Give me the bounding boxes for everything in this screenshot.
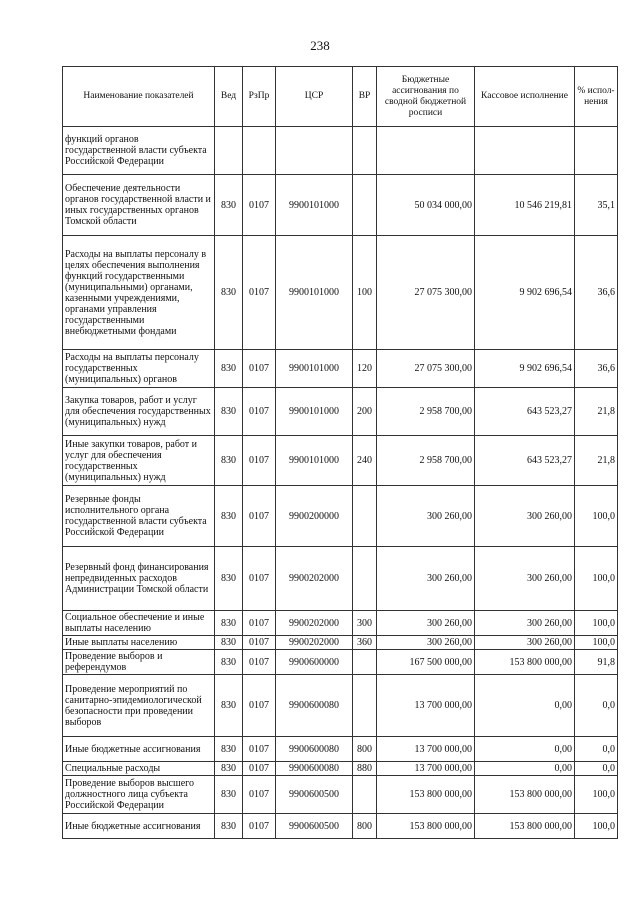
- cell-vr: 360: [353, 636, 377, 650]
- cell-vr: 800: [353, 737, 377, 762]
- cell-ved: 830: [215, 611, 243, 636]
- cell-vr: 880: [353, 762, 377, 776]
- table-row: [63, 814, 618, 839]
- table-row: [63, 236, 618, 350]
- cell-cash: 153 800 000,00: [475, 776, 575, 814]
- cell-ved: 830: [215, 436, 243, 486]
- cell-csr: 9900600000: [276, 650, 353, 675]
- cell-cash: 643 523,27: [475, 436, 575, 486]
- cell-vr: [353, 776, 377, 814]
- cell-name: Резервный фонд финансирования непредвиденных расходов Администрации Томской области: [63, 547, 215, 611]
- cell-pct: 21,8: [575, 436, 618, 486]
- cell-csr: 9900600080: [276, 737, 353, 762]
- table-row: [63, 175, 618, 236]
- cell-name: Иные выплаты населению: [63, 636, 215, 650]
- cell-ved: 830: [215, 675, 243, 737]
- cell-name: Обеспечение деятельности органов государственной власти и иных государственных органов Томской области: [63, 175, 215, 236]
- table-row: [63, 611, 618, 636]
- header-vr: ВР: [353, 67, 377, 127]
- cell-pct: 0,0: [575, 675, 618, 737]
- cell-cash: 300 260,00: [475, 611, 575, 636]
- cell-rzpr: 0107: [243, 436, 276, 486]
- table-row: [63, 776, 618, 814]
- cell-name: Расходы на выплаты персоналу в целях обеспечения выполнения функций государственными (муниципальными) органами, казенными учреждениями, органами управления государственными внебюджетными фондами: [63, 236, 215, 350]
- cell-pct: 100,0: [575, 814, 618, 839]
- cell-pct: 100,0: [575, 486, 618, 547]
- cell-vr: [353, 127, 377, 175]
- cell-rzpr: 0107: [243, 388, 276, 436]
- cell-rzpr: 0107: [243, 737, 276, 762]
- cell-rzpr: 0107: [243, 350, 276, 388]
- cell-vr: 120: [353, 350, 377, 388]
- cell-rzpr: 0107: [243, 650, 276, 675]
- cell-vr: [353, 675, 377, 737]
- cell-csr: 9900200000: [276, 486, 353, 547]
- cell-pct: 0,0: [575, 737, 618, 762]
- cell-ved: 830: [215, 350, 243, 388]
- cell-name: функций органов государственной власти субъекта Российской Федерации: [63, 127, 215, 175]
- cell-csr: 9900202000: [276, 636, 353, 650]
- cell-ved: 830: [215, 388, 243, 436]
- cell-ved: 830: [215, 486, 243, 547]
- cell-ved: 830: [215, 814, 243, 839]
- cell-rzpr: 0107: [243, 486, 276, 547]
- cell-name: Резервные фонды исполнительного органа государственной власти субъекта Российской Федерации: [63, 486, 215, 547]
- header-name: Наименование показателей: [63, 67, 215, 127]
- cell-rzpr: 0107: [243, 675, 276, 737]
- cell-vr: [353, 650, 377, 675]
- cell-budget: 153 800 000,00: [377, 814, 475, 839]
- cell-budget: 167 500 000,00: [377, 650, 475, 675]
- cell-cash: 9 902 696,54: [475, 236, 575, 350]
- cell-csr: 9900101000: [276, 175, 353, 236]
- cell-csr: 9900202000: [276, 547, 353, 611]
- cell-ved: 830: [215, 636, 243, 650]
- table-row: [63, 486, 618, 547]
- cell-budget: 2 958 700,00: [377, 436, 475, 486]
- cell-cash: [475, 127, 575, 175]
- cell-ved: 830: [215, 650, 243, 675]
- table-row: [63, 127, 618, 175]
- cell-vr: 240: [353, 436, 377, 486]
- table-header-row: [63, 67, 618, 127]
- table-row: [63, 762, 618, 776]
- cell-cash: 153 800 000,00: [475, 814, 575, 839]
- cell-csr: 9900600500: [276, 814, 353, 839]
- cell-cash: 10 546 219,81: [475, 175, 575, 236]
- cell-ved: 830: [215, 547, 243, 611]
- cell-rzpr: 0107: [243, 175, 276, 236]
- cell-pct: 100,0: [575, 611, 618, 636]
- cell-budget: 13 700 000,00: [377, 762, 475, 776]
- cell-name: Специальные расходы: [63, 762, 215, 776]
- cell-cash: 300 260,00: [475, 636, 575, 650]
- cell-ved: 830: [215, 762, 243, 776]
- cell-name: Иные бюджетные ассигнования: [63, 737, 215, 762]
- cell-cash: 300 260,00: [475, 486, 575, 547]
- cell-pct: 100,0: [575, 776, 618, 814]
- cell-budget: 300 260,00: [377, 611, 475, 636]
- cell-vr: [353, 175, 377, 236]
- cell-cash: 0,00: [475, 675, 575, 737]
- cell-pct: [575, 127, 618, 175]
- table-row: [63, 650, 618, 675]
- cell-budget: 27 075 300,00: [377, 350, 475, 388]
- cell-pct: 91,8: [575, 650, 618, 675]
- cell-budget: 13 700 000,00: [377, 675, 475, 737]
- cell-cash: 0,00: [475, 762, 575, 776]
- cell-pct: 100,0: [575, 636, 618, 650]
- cell-rzpr: 0107: [243, 611, 276, 636]
- cell-ved: 830: [215, 776, 243, 814]
- page-number: 238: [310, 38, 330, 53]
- cell-budget: 27 075 300,00: [377, 236, 475, 350]
- cell-ved: 830: [215, 175, 243, 236]
- cell-pct: 36,6: [575, 236, 618, 350]
- cell-budget: 300 260,00: [377, 636, 475, 650]
- cell-name: Иные закупки товаров, работ и услуг для обеспечения государственных (муниципальных) нужд: [63, 436, 215, 486]
- table-row: [63, 547, 618, 611]
- cell-name: Расходы на выплаты персоналу государственных (муниципальных) органов: [63, 350, 215, 388]
- cell-cash: 153 800 000,00: [475, 650, 575, 675]
- cell-rzpr: 0107: [243, 636, 276, 650]
- cell-csr: 9900600080: [276, 762, 353, 776]
- table-row: [63, 737, 618, 762]
- cell-pct: 36,6: [575, 350, 618, 388]
- cell-name: Проведение выборов высшего должностного лица субъекта Российской Федерации: [63, 776, 215, 814]
- cell-csr: 9900600500: [276, 776, 353, 814]
- cell-rzpr: [243, 127, 276, 175]
- cell-pct: 21,8: [575, 388, 618, 436]
- table-row: [63, 675, 618, 737]
- cell-pct: 100,0: [575, 547, 618, 611]
- cell-vr: 100: [353, 236, 377, 350]
- cell-cash: 300 260,00: [475, 547, 575, 611]
- table-row: [63, 636, 618, 650]
- table-row: [63, 350, 618, 388]
- cell-budget: [377, 127, 475, 175]
- cell-rzpr: 0107: [243, 547, 276, 611]
- header-budget: Бюджетные ассигнования по сводной бюджетной росписи: [377, 67, 475, 127]
- cell-budget: 153 800 000,00: [377, 776, 475, 814]
- cell-cash: 9 902 696,54: [475, 350, 575, 388]
- cell-rzpr: 0107: [243, 776, 276, 814]
- cell-vr: 200: [353, 388, 377, 436]
- cell-ved: 830: [215, 737, 243, 762]
- header-csr: ЦСР: [276, 67, 353, 127]
- cell-csr: 9900600080: [276, 675, 353, 737]
- cell-vr: 300: [353, 611, 377, 636]
- cell-csr: [276, 127, 353, 175]
- cell-pct: 0,0: [575, 762, 618, 776]
- cell-budget: 300 260,00: [377, 547, 475, 611]
- budget-execution-table: [62, 66, 618, 839]
- cell-ved: 830: [215, 236, 243, 350]
- cell-ved: [215, 127, 243, 175]
- header-rzpr: РзПр: [243, 67, 276, 127]
- cell-pct: 35,1: [575, 175, 618, 236]
- cell-cash: 643 523,27: [475, 388, 575, 436]
- cell-name: Иные бюджетные ассигнования: [63, 814, 215, 839]
- cell-csr: 9900101000: [276, 236, 353, 350]
- cell-rzpr: 0107: [243, 814, 276, 839]
- cell-name: Социальное обеспечение и иные выплаты населению: [63, 611, 215, 636]
- cell-csr: 9900101000: [276, 350, 353, 388]
- table-row: [63, 436, 618, 486]
- cell-vr: [353, 547, 377, 611]
- cell-budget: 13 700 000,00: [377, 737, 475, 762]
- cell-budget: 300 260,00: [377, 486, 475, 547]
- cell-vr: [353, 486, 377, 547]
- cell-name: Проведение мероприятий по санитарно-эпидемиологической безопасности при проведении выборов: [63, 675, 215, 737]
- cell-csr: 9900101000: [276, 388, 353, 436]
- cell-budget: 50 034 000,00: [377, 175, 475, 236]
- cell-rzpr: 0107: [243, 762, 276, 776]
- cell-name: Проведение выборов и референдумов: [63, 650, 215, 675]
- cell-csr: 9900202000: [276, 611, 353, 636]
- header-ved: Вед: [215, 67, 243, 127]
- table-body: [63, 127, 618, 839]
- header-pct: % испол-нения: [575, 67, 618, 127]
- table-row: [63, 388, 618, 436]
- cell-name: Закупка товаров, работ и услуг для обеспечения государственных (муниципальных) нужд: [63, 388, 215, 436]
- header-cash: Кассовое исполнение: [475, 67, 575, 127]
- cell-csr: 9900101000: [276, 436, 353, 486]
- cell-rzpr: 0107: [243, 236, 276, 350]
- cell-vr: 800: [353, 814, 377, 839]
- cell-budget: 2 958 700,00: [377, 388, 475, 436]
- cell-cash: 0,00: [475, 737, 575, 762]
